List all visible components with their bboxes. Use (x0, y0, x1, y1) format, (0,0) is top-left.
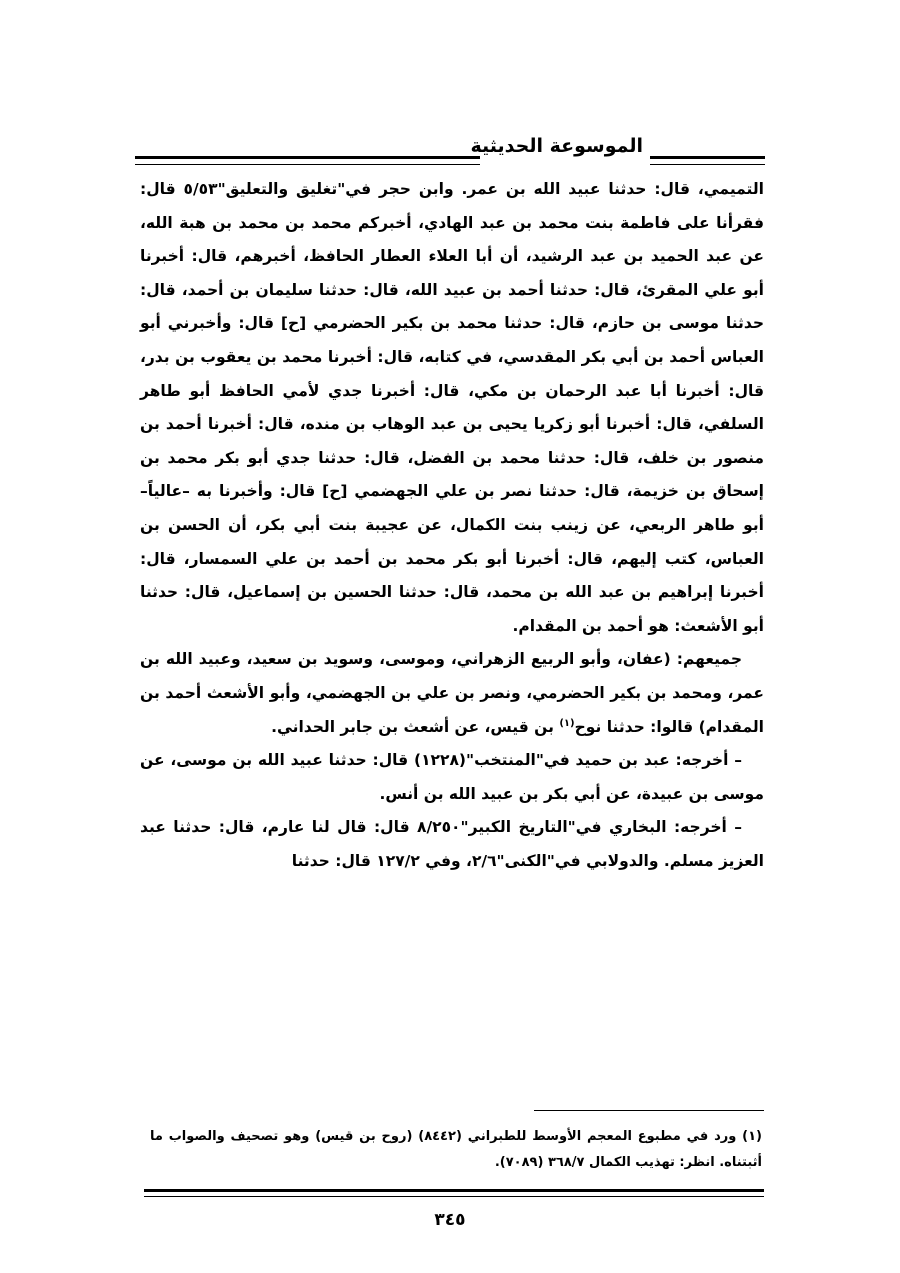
header-title: الموسوعة الحديثية (470, 135, 643, 157)
paragraph-takhrij-1: – أخرجه: عبد بن حميد في"المنتخب"(١٢٢٨) قال: حدثنا عبيد الله بن موسى، عن موسى بن عبيدة، عن أبي بكر بن عبيد الله بن أنس. (140, 751, 764, 803)
paragraph-isnad: التميمي، قال: حدثنا عبيد الله بن عمر. وابن حجر في"تغليق والتعليق"٥/٥٣ قال: فقرأنا على فاطمة بنت محمد بن عبد الهادي، أخبركم محمد بن محمد بن هبة الله، عن عبد الحميد بن عبد الرشيد، أن أبا العلاء العطار الحافظ، أخبرهم، قال: أخبرنا أبو علي المقرئ، قال: حدثنا أحمد بن عبيد الله، قال: حدثنا سليمان بن أحمد، قال: حدثنا موسى بن حازم، قال: حدثنا محمد بن بكير الحضرمي [ح] قال: وأخبرني أبو العباس أحمد بن أبي بكر المقدسي، في كتابه، قال: أخبرنا محمد بن يعقوب بن بدر، قال: أخبرنا أبا عبد الرحمان بن مكي، قال: أخبرنا جدي لأمي الحافظ أبو طاهر السلفي، قال: أخبرنا أبو زكريا يحيى بن عبد الوهاب بن منده، قال: أخبرنا أحمد بن منصور بن خلف، قال: حدثنا محمد بن الفضل، قال: حدثنا جدي أبو بكر محمد بن إسحاق بن خزيمة، قال: حدثنا نصر بن علي الجهضمي [ح] قال: وأخبرنا به –عالياً– أبو طاهر الربعي، عن زينب بنت الكمال، عن عجيبة بنت أبي بكر، أن الحسن بن العباس، كتب إليهم، قال: أخبرنا أبو بكر محمد بن أحمد بن علي السمسار، قال: أخبرنا إبراهيم بن عبد الله بن محمد، قال: حدثنا الحسين بن إسماعيل، قال: حدثنا أبو الأشعث: هو أحمد بن المقدام. (140, 180, 764, 635)
bottom-rule (144, 1189, 764, 1197)
paragraph-takhrij-2: – أخرجه: البخاري في"التاريخ الكبير"٨/٢٥٠ قال: قال لنا عارم، قال: حدثنا عبد العزيز مسلم. والدولابي في"الكنى"٢/٦، وفي ١٢٧/٢ قال: حدثنا (140, 818, 764, 870)
footnote-ref-1: (١) (559, 717, 575, 729)
running-header (135, 132, 765, 168)
header-rule-left (135, 156, 480, 165)
header-rule-right (650, 156, 765, 165)
footnote-separator (534, 1110, 764, 1111)
footnote-1: (١) ورد في مطبوع المعجم الأوسط للطبراني (٨٤٤٢) (روح بن قيس) وهو تصحيف والصواب ما أثبتناه. انظر: تهذيب الكمال ٣٦٨/٧ (٧٠٨٩). (150, 1129, 762, 1170)
paragraph-jamiuhum (140, 643, 764, 744)
paragraph-jamiuhum-text-b: بن قيس، عن أشعث بن جابر الحداني. (271, 717, 560, 736)
page-number: ٣٤٥ (434, 1210, 466, 1230)
paragraph-jamiuhum-text-a: جميعهم: (عفان، وأبو الربيع الزهراني، وموسى، وسويد بن سعيد، وعبيد الله بن عمر، ومحمد بن بكير الحضرمي، ونصر بن علي بن الجهضمي، وأبو الأشعث أحمد بن المقدام) قالوا: حدثنا نوح (140, 650, 764, 736)
main-text (140, 173, 764, 878)
footnotes (150, 1124, 762, 1176)
